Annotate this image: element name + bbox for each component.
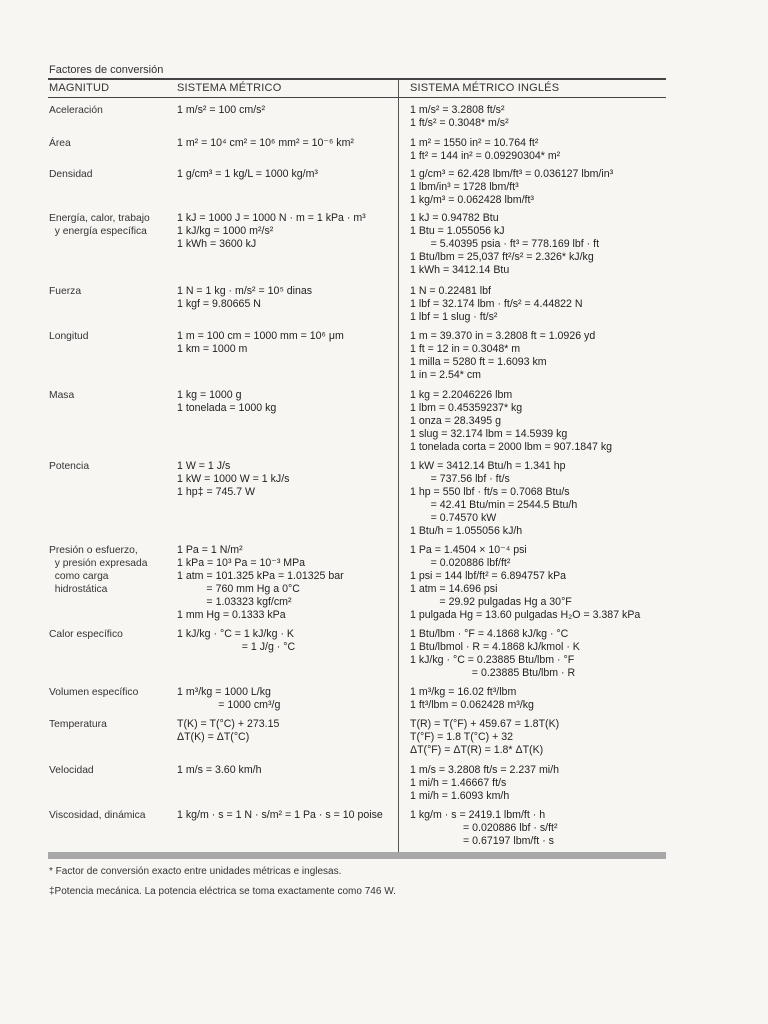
cell-line: 1 m/s² = 3.2808 ft/s² — [410, 104, 505, 116]
metrico-cell — [177, 686, 280, 712]
cell-line: Calor específico — [49, 629, 123, 640]
cell-line: 1 kg = 2.2046226 lbm — [410, 389, 513, 401]
cell-line: 1 kg/m · s = 2419.1 lbm/ft · h — [410, 809, 546, 821]
cell-line: = 1 J/g · °C — [177, 641, 296, 653]
ingles-cell — [410, 168, 613, 207]
metrico-cell — [177, 168, 318, 181]
magnitud-cell — [49, 718, 167, 731]
cell-line: 1 kJ = 1000 J = 1000 N · m = 1 kPa · m³ — [177, 212, 366, 224]
cell-line: Área — [49, 138, 71, 149]
cell-line: ΔT(K) = ΔT(°C) — [177, 731, 250, 743]
magnitud-cell — [49, 389, 167, 402]
cell-line: = 0.67197 lbm/ft · s — [410, 835, 554, 847]
ingles-cell — [410, 104, 509, 130]
cell-line: 1 kWh = 3412.14 Btu — [410, 264, 510, 276]
cell-line: 1 lbm = 0.45359237* kg — [410, 402, 523, 414]
cell-line: 1 km = 1000 m — [177, 343, 248, 355]
cell-line: 1 g/cm³ = 1 kg/L = 1000 kg/m³ — [177, 168, 318, 180]
ingles-cell — [410, 389, 612, 454]
cell-line: 1 Btu/lbm · °F = 4.1868 kJ/kg · °C — [410, 628, 569, 640]
cell-line: 1 Btu/h = 1.055056 kJ/h — [410, 525, 523, 537]
cell-line: 1 m/s² = 100 cm/s² — [177, 104, 266, 116]
magnitud-cell — [49, 628, 167, 641]
metrico-cell — [177, 389, 276, 415]
magnitud-cell — [49, 544, 167, 596]
metrico-cell — [177, 104, 265, 117]
cell-line: = 760 mm Hg a 0°C — [177, 583, 300, 595]
magnitud-cell — [49, 285, 167, 298]
cell-line: 1 ft² = 144 in² = 0.09290304* m² — [410, 150, 561, 162]
cell-line: = 29.92 pulgadas Hg a 30°F — [410, 596, 572, 608]
metrico-cell — [177, 809, 383, 822]
ingles-cell — [410, 718, 559, 757]
cell-line: Velocidad — [49, 765, 94, 776]
metrico-cell — [177, 137, 354, 150]
metrico-cell — [177, 285, 312, 311]
cell-line: 1 Btu = 1.055056 kJ — [410, 225, 505, 237]
ingles-cell — [410, 764, 559, 803]
cell-line: 1 N = 1 kg · m/s² = 10⁵ dinas — [177, 285, 313, 297]
cell-line: 1 kPa = 10³ Pa = 10⁻³ MPa — [177, 557, 306, 569]
magnitud-cell — [49, 460, 167, 473]
cell-line: 1 Btu/lbmol · R = 4.1868 kJ/kmol · K — [410, 641, 580, 653]
cell-line: 1 m² = 10⁴ cm² = 10⁶ mm² = 10⁻⁶ km² — [177, 137, 354, 149]
cell-line: 1 slug = 32.174 lbm = 14.5939 kg — [410, 428, 568, 440]
cell-line: Longitud — [49, 331, 89, 342]
cell-line: Volumen específico — [49, 687, 139, 698]
cell-line: 1 kgf = 9.80665 N — [177, 298, 261, 310]
cell-line: 1 Pa = 1 N/m² — [177, 544, 243, 556]
cell-line: 1 kW = 1000 W = 1 kJ/s — [177, 473, 290, 485]
ingles-cell — [410, 460, 577, 538]
cell-line: ΔT(°F) = ΔT(R) = 1.8* ΔT(K) — [410, 744, 544, 756]
cell-line: y presión expresada — [49, 558, 148, 569]
cell-line: 1 kW = 3412.14 Btu/h = 1.341 hp — [410, 460, 566, 472]
cell-line: 1 psi = 144 lbf/ft² = 6.894757 kPa — [410, 570, 567, 582]
cell-line: Potencia — [49, 461, 90, 472]
cell-line: hidrostática — [49, 584, 108, 595]
column-divider — [398, 80, 399, 852]
cell-line: 1 pulgada Hg = 13.60 pulgadas H₂O = 3.387 kPa — [410, 609, 641, 621]
cell-line: Temperatura — [49, 719, 107, 730]
cell-line: 1 ft/s² = 0.3048* m/s² — [410, 117, 509, 129]
magnitud-cell — [49, 330, 167, 343]
ingles-cell — [410, 285, 583, 324]
cell-line: 1 atm = 14.696 psi — [410, 583, 498, 595]
cell-line: = 0.020886 lbf · s/ft² — [410, 822, 558, 834]
cell-line: y energía específica — [49, 226, 147, 237]
cell-line: = 1000 cm³/g — [177, 699, 281, 711]
cell-line: 1 m/s = 3.2808 ft/s = 2.237 mi/h — [410, 764, 559, 776]
ingles-cell — [410, 628, 580, 680]
cell-line: 1 m = 100 cm = 1000 mm = 10⁶ μm — [177, 330, 344, 342]
cell-line: 1 N = 0.22481 lbf — [410, 285, 491, 297]
metrico-cell — [177, 330, 344, 356]
footnote-power: ‡Potencia mecánica. La potencia eléctrica se toma exactamente como 746 W. — [49, 886, 396, 897]
cell-line: 1 mi/h = 1.46667 ft/s — [410, 777, 507, 789]
cell-line: 1 kg/m³ = 0.062428 lbm/ft³ — [410, 194, 534, 206]
cell-line: Aceleración — [49, 105, 103, 116]
cell-line: 1 tonelada corta = 2000 lbm = 907.1847 kg — [410, 441, 613, 453]
header-rule — [48, 97, 666, 98]
cell-line: 1 kJ = 0.94782 Btu — [410, 212, 499, 224]
cell-line: 1 hp‡ = 745.7 W — [177, 486, 256, 498]
cell-line: 1 lbm/in³ = 1728 lbm/ft³ — [410, 181, 519, 193]
magnitud-cell — [49, 764, 167, 777]
cell-line: 1 Pa = 1.4504 × 10⁻⁴ psi — [410, 544, 527, 556]
cell-line: Viscosidad, dinámica — [49, 810, 146, 821]
cell-line: 1 ft = 12 in = 0.3048* m — [410, 343, 521, 355]
cell-line: 1 m³/kg = 16.02 ft³/lbm — [410, 686, 517, 698]
cell-line: T(°F) = 1.8 T(°C) + 32 — [410, 731, 514, 743]
cell-line: 1 m² = 1550 in² = 10.764 ft² — [410, 137, 539, 149]
cell-line: 1 m³/kg = 1000 L/kg — [177, 686, 271, 698]
cell-line: 1 lbf = 1 slug · ft/s² — [410, 311, 498, 323]
cell-line: como carga — [49, 571, 109, 582]
cell-line: 1 tonelada = 1000 kg — [177, 402, 277, 414]
cell-line: 1 atm = 101.325 kPa = 1.01325 bar — [177, 570, 344, 582]
cell-line: 1 m/s = 3.60 km/h — [177, 764, 262, 776]
cell-line: 1 kJ/kg = 1000 m²/s² — [177, 225, 274, 237]
cell-line: 1 mm Hg = 0.1333 kPa — [177, 609, 286, 621]
cell-line: Fuerza — [49, 286, 82, 297]
header-magnitud: MAGNITUD — [49, 82, 110, 94]
header-sistema-metrico: SISTEMA MÉTRICO — [177, 82, 282, 94]
ingles-cell — [410, 212, 599, 277]
metrico-cell — [177, 764, 262, 777]
header-sistema-ingles: SISTEMA MÉTRICO INGLÉS — [410, 82, 560, 94]
metrico-cell — [177, 460, 289, 499]
cell-line: 1 kg = 1000 g — [177, 389, 242, 401]
cell-line: = 737.56 lbf · ft/s — [410, 473, 510, 485]
magnitud-cell — [49, 686, 167, 699]
ingles-cell — [410, 137, 560, 163]
ingles-cell — [410, 686, 534, 712]
cell-line: = 0.23885 Btu/lbm · R — [410, 667, 576, 679]
cell-line: 1 lbf = 32.174 lbm · ft/s² = 4.44822 N — [410, 298, 583, 310]
cell-line: = 5.40395 psia · ft³ = 778.169 lbf · ft — [410, 238, 600, 250]
magnitud-cell — [49, 212, 167, 238]
cell-line: 1 kJ/kg · °C = 0.23885 Btu/lbm · °F — [410, 654, 575, 666]
cell-line: = 0.74570 kW — [410, 512, 497, 524]
table-caption: Factores de conversión — [49, 64, 164, 76]
bottom-bar — [48, 852, 666, 859]
cell-line: T(R) = T(°F) + 459.67 = 1.8T(K) — [410, 718, 560, 730]
cell-line: = 1.03323 kgf/cm² — [177, 596, 292, 608]
magnitud-cell — [49, 168, 167, 181]
cell-line: 1 ft³/lbm = 0.062428 m³/kg — [410, 699, 534, 711]
ingles-cell — [410, 330, 595, 382]
cell-line: T(K) = T(°C) + 273.15 — [177, 718, 280, 730]
magnitud-cell — [49, 104, 167, 117]
cell-line: = 42.41 Btu/min = 2544.5 Btu/h — [410, 499, 578, 511]
cell-line: 1 Btu/lbm = 25,037 ft²/s² = 2.326* kJ/kg — [410, 251, 594, 263]
magnitud-cell — [49, 809, 167, 822]
metrico-cell — [177, 544, 344, 622]
cell-line: Presión o esfuerzo, — [49, 545, 138, 556]
cell-line: Densidad — [49, 169, 93, 180]
cell-line: 1 mi/h = 1.6093 km/h — [410, 790, 510, 802]
cell-line: Energía, calor, trabajo — [49, 213, 150, 224]
metrico-cell — [177, 718, 279, 744]
cell-line: 1 kg/m · s = 1 N · s/m² = 1 Pa · s = 10 poise — [177, 809, 383, 821]
cell-line: = 0.020886 lbf/ft² — [410, 557, 511, 569]
magnitud-cell — [49, 137, 167, 150]
ingles-cell — [410, 809, 558, 848]
cell-line: 1 kJ/kg · °C = 1 kJ/kg · K — [177, 628, 294, 640]
cell-line: 1 kWh = 3600 kJ — [177, 238, 257, 250]
cell-line: 1 W = 1 J/s — [177, 460, 231, 472]
cell-line: 1 in = 2.54* cm — [410, 369, 481, 381]
ingles-cell — [410, 544, 640, 622]
cell-line: 1 g/cm³ = 62.428 lbm/ft³ = 0.036127 lbm/in³ — [410, 168, 614, 180]
metrico-cell — [177, 628, 295, 654]
footnote-exact: * Factor de conversión exacto entre unidades métricas e inglesas. — [49, 866, 342, 877]
cell-line: 1 m = 39.370 in = 3.2808 ft = 1.0926 yd — [410, 330, 596, 342]
cell-line: 1 milla = 5280 ft = 1.6093 km — [410, 356, 547, 368]
top-rule — [48, 78, 666, 80]
cell-line: 1 onza = 28.3495 g — [410, 415, 502, 427]
cell-line: Masa — [49, 390, 75, 401]
cell-line: 1 hp = 550 lbf · ft/s = 0.7068 Btu/s — [410, 486, 570, 498]
metrico-cell — [177, 212, 366, 251]
